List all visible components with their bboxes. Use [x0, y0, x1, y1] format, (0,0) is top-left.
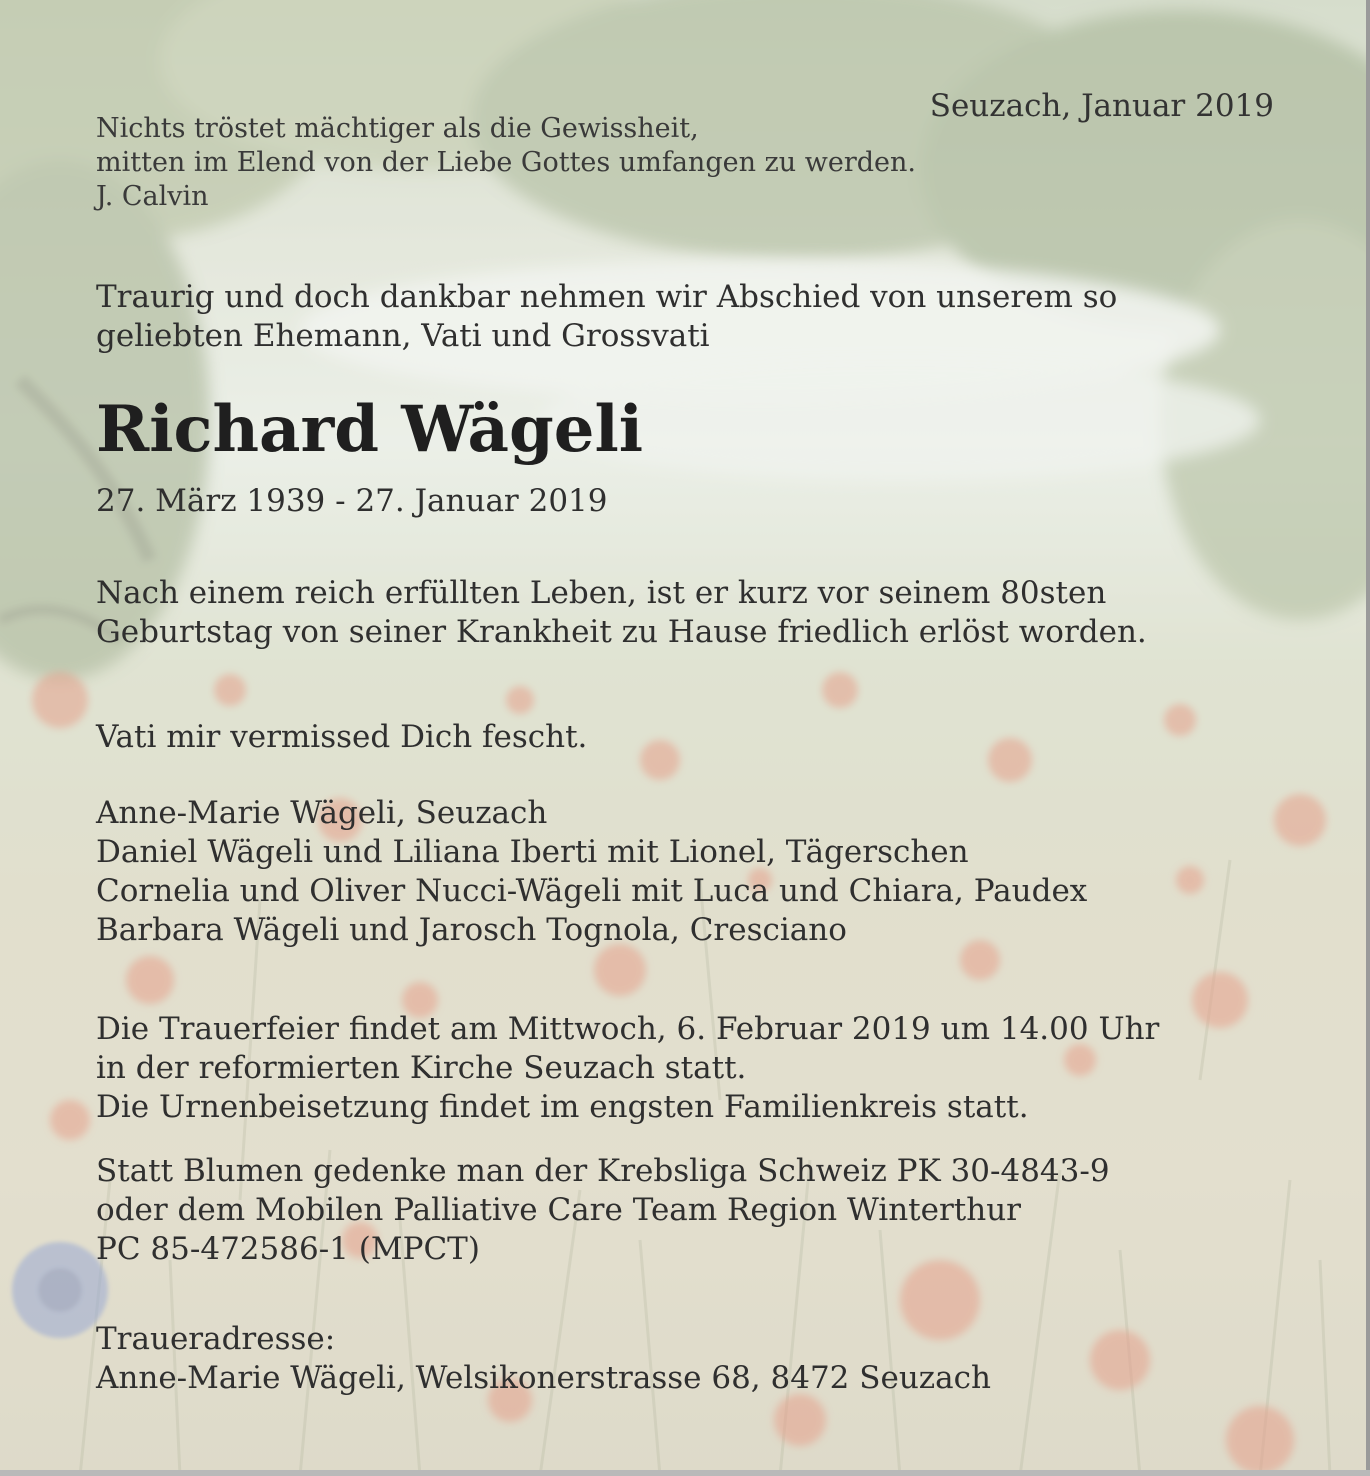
intro-text [96, 278, 1117, 356]
mourning-address [96, 1320, 991, 1398]
donation-line: Statt Blumen gedenke man der Krebsliga Schweiz PK 30-4843-9 [96, 1153, 1110, 1189]
quote-author: J. Calvin [96, 181, 209, 212]
donation-line: PC 85-472586-1 (MPCT) [96, 1231, 480, 1267]
bottom-border [0, 1470, 1370, 1476]
dialect-farewell: Vati mir vermissed Dich fescht. [96, 719, 588, 755]
life-dates: 27. März 1939 - 27. Januar 2019 [96, 483, 608, 519]
message-line: Nach einem reich erfüllten Leben, ist er kurz vor seinem 80sten [96, 575, 1107, 611]
family-list [96, 794, 1087, 950]
deceased-name: Richard Wägeli [96, 392, 644, 467]
donation-info [96, 1152, 1110, 1269]
donation-line: oder dem Mobilen Palliative Care Team Region Winterthur [96, 1192, 1021, 1228]
ceremony-line: in der reformierten Kirche Seuzach statt. [96, 1050, 747, 1086]
quote-line: mitten im Elend von der Liebe Gottes umfangen zu werden. [96, 147, 916, 178]
family-member: Cornelia und Oliver Nucci-Wägeli mit Luca und Chiara, Paudex [96, 873, 1088, 909]
bible-quote [96, 112, 916, 214]
right-border [1366, 0, 1370, 1476]
place-date: Seuzach, Januar 2019 [929, 88, 1274, 124]
family-member: Barbara Wägeli und Jarosch Tognola, Cresciano [96, 912, 847, 948]
intro-line: Traurig und doch dankbar nehmen wir Abschied von unserem so [96, 279, 1118, 315]
ceremony-line: Die Trauerfeier findet am Mittwoch, 6. Februar 2019 um 14.00 Uhr [96, 1011, 1160, 1047]
ceremony-line: Die Urnenbeisetzung findet im engsten Familienkreis statt. [96, 1089, 1029, 1125]
address-label: Traueradresse: [96, 1321, 336, 1357]
address-line: Anne-Marie Wägeli, Welsikonerstrasse 68, 8472 Seuzach [96, 1360, 991, 1396]
family-member: Daniel Wägeli und Liliana Iberti mit Lionel, Tägerschen [96, 834, 969, 870]
quote-line: Nichts tröstet mächtiger als die Gewissheit, [96, 113, 699, 144]
ceremony-info [96, 1010, 1159, 1127]
message-line: Geburtstag von seiner Krankheit zu Hause friedlich erlöst worden. [96, 614, 1147, 650]
family-member: Anne-Marie Wägeli, Seuzach [96, 795, 548, 831]
intro-line: geliebten Ehemann, Vati und Grossvati [96, 318, 710, 354]
message-text [96, 574, 1147, 652]
